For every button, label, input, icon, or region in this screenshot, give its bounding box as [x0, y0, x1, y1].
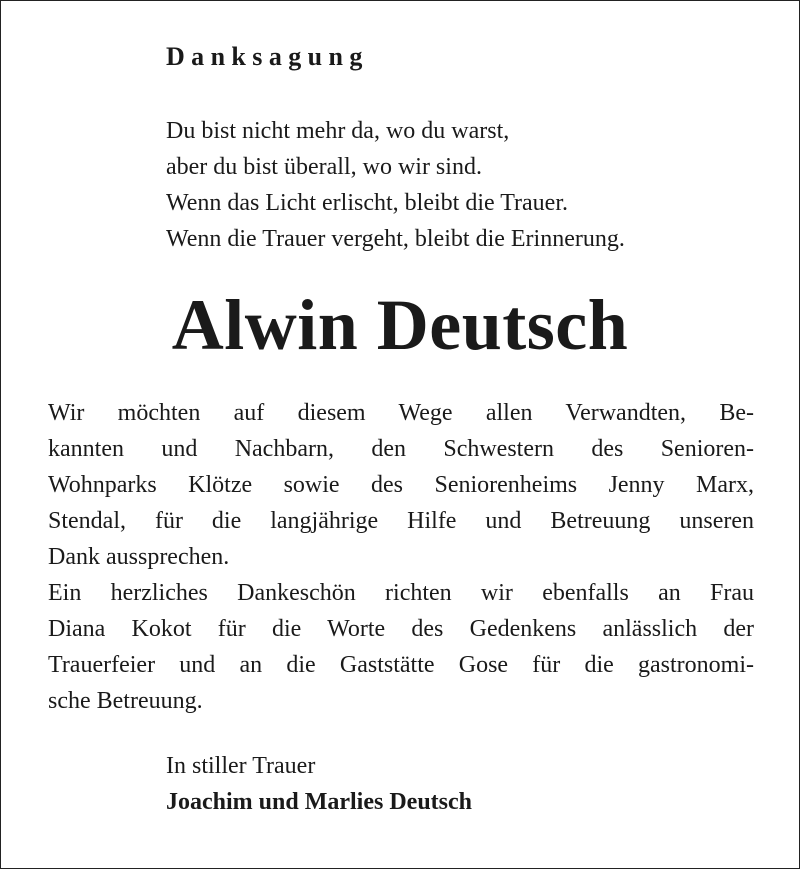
signers: Joachim und Marlies Deutsch — [166, 789, 472, 815]
thanks-line: Stendal, für die langjährige Hilfe und Betreuung unseren — [48, 508, 754, 534]
thanks-line: Ein herzliches Dankeschön richten wir ebenfalls an Frau — [48, 580, 754, 606]
thanks-text — [48, 395, 754, 719]
notice-heading: Danksagung — [166, 42, 369, 71]
poem-line: Du bist nicht mehr da, wo du warst, — [166, 118, 510, 144]
thanks-line: Wir möchten auf diesem Wege allen Verwandten, Be- — [48, 400, 754, 426]
deceased-name: Alwin Deutsch — [171, 285, 629, 365]
poem-line: Wenn die Trauer vergeht, bleibt die Erinnerung. — [166, 226, 625, 252]
poem-block — [166, 113, 625, 257]
thanks-line: Dank aussprechen. — [48, 544, 230, 570]
thanks-line: Trauerfeier und an die Gaststätte Gose für die gastronomi- — [48, 652, 754, 678]
closing-block — [166, 748, 472, 820]
closing-line: In stiller Trauer — [166, 753, 316, 779]
thanks-line: sche Betreuung. — [48, 688, 203, 714]
poem-line: Wenn das Licht erlischt, bleibt die Trauer. — [166, 190, 568, 216]
poem-line: aber du bist überall, wo wir sind. — [166, 154, 482, 180]
thanks-line: Diana Kokot für die Worte des Gedenkens anlässlich der — [48, 616, 754, 642]
thanks-line: Wohnparks Klötze sowie des Seniorenheims Jenny Marx, — [48, 472, 754, 498]
thanks-line: kannten und Nachbarn, den Schwestern des Senioren- — [48, 436, 754, 462]
